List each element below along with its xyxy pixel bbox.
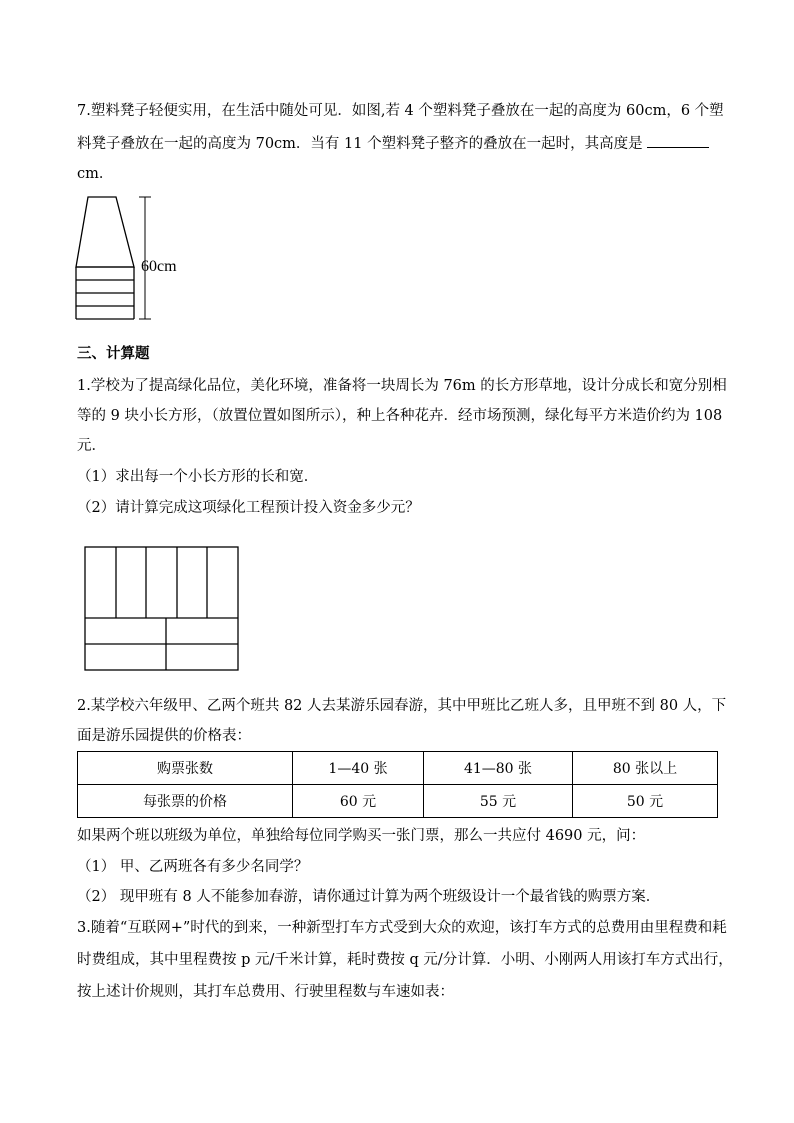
table-cell: 80 张以上 [573, 752, 718, 785]
q7-text-line-2-content: 料凳子叠放在一起的高度为 70cm．当有 11 个塑料凳子整齐的叠放在一起时，其高度是 [77, 136, 643, 152]
p3-text-line-1: 3.随着“互联网+”时代的到来，一种新型打车方式受到大众的欢迎，该打车方式的总费用由里程费和耗 [77, 920, 727, 936]
q7-text-line-1: 7.塑料凳子轻便实用，在生活中随处可见．如图,若 4 个塑料凳子叠放在一起的高度为 60cm，6 个塑 [77, 103, 724, 119]
price-table [77, 751, 718, 818]
table-row [78, 752, 718, 785]
table-row [78, 785, 718, 818]
p2-text-line-1: 2.某学校六年级甲、乙两个班共 82 人去某游乐园春游，其中甲班比乙班人多，且甲班不到 80 人，下 [77, 698, 727, 714]
table-cell: 购票张数 [78, 752, 293, 785]
p2-sub-question-1: （1） 甲、乙两班各有多少名同学？ [77, 859, 309, 875]
p1-text-line-3: 元． [77, 438, 106, 454]
q7-text-line-2 [77, 133, 709, 154]
p1-text-line-2: 等的 9 块小长方形，（放置位置如图所示），种上各种花卉．经市场预测，绿化每平方米造价约为 108 [77, 408, 723, 424]
table-cell: 50 元 [573, 785, 718, 818]
answer-blank [647, 133, 709, 148]
table-cell: 41—80 张 [424, 752, 573, 785]
p2-text-line-2: 面是游乐园提供的价格表： [77, 728, 251, 744]
p1-text-line-1: 1.学校为了提高绿化品位，美化环境，准备将一块周长为 76m 的长方形草地，设计分成长和宽分别相 [77, 378, 727, 394]
table-cell: 55 元 [424, 785, 573, 818]
stacked-stools-figure [70, 192, 190, 326]
p1-sub-question-2: （2）请计算完成这项绿化工程预计投入资金多少元？ [77, 500, 420, 516]
p3-text-line-2: 时费组成，其中里程费按 p 元/千米计算，耗时费按 q 元/分计算．小明、小刚两人用该打车方式出行， [77, 952, 733, 968]
p3-text-line-3: 按上述计价规则，其打车总费用、行驶里程数与车速如表： [77, 984, 454, 1000]
table-cell: 1—40 张 [293, 752, 424, 785]
p2-text-line-3: 如果两个班以班级为单位，单独给每位同学购买一张门票，那么一共应付 4690 元，问： [77, 828, 646, 844]
q7-text-line-3: cm． [77, 166, 114, 182]
table-cell: 60 元 [293, 785, 424, 818]
figure-height-label: 60cm [141, 258, 177, 275]
p2-sub-question-2: （2） 现甲班有 8 人不能参加春游，请你通过计算为两个班级设计一个最省钱的购票方案． [77, 889, 661, 905]
garden-rectangles-figure [82, 545, 242, 673]
section-heading: 三、计算题 [77, 346, 150, 362]
table-cell: 每张票的价格 [78, 785, 293, 818]
p1-sub-question-1: （1）求出每一个小长方形的长和宽． [77, 469, 319, 485]
